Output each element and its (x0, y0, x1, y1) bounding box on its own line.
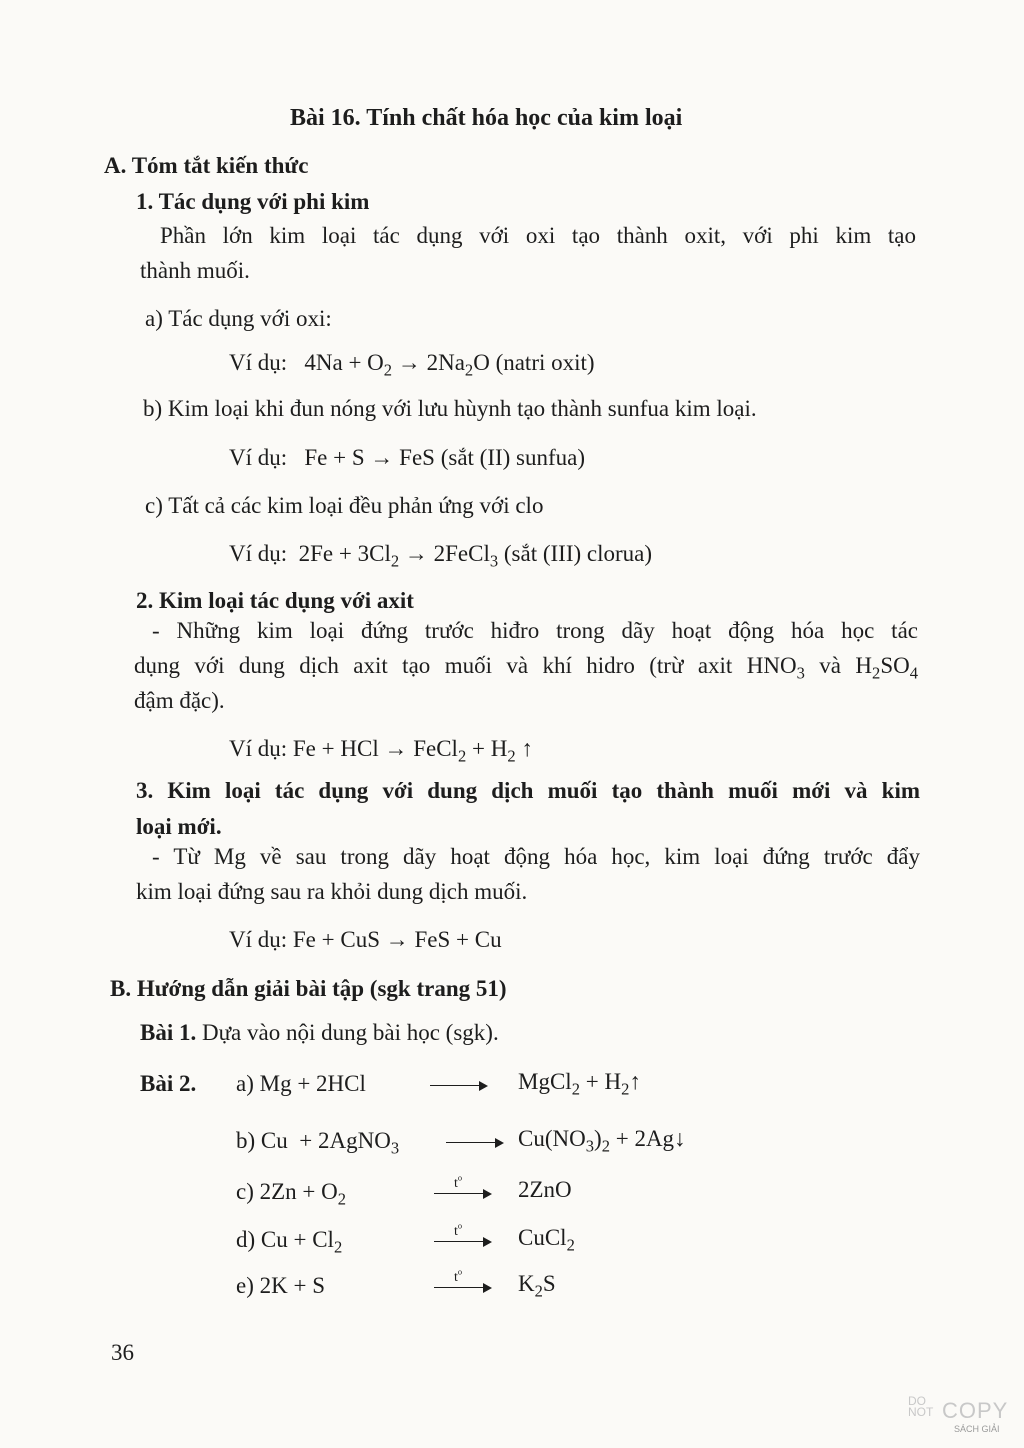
part2-text-line2: dụng với dung dịch axit tạo muối và khí hidro (trừ axit $HNO_3$ và $H_2SO_4$ (134, 653, 918, 683)
part1-c-label: c) Tất cả các kim loại đều phản ứng với clo (145, 493, 544, 518)
equation-a-right: MgCl$_2$ + $H_2↑$ (518, 1069, 641, 1099)
part3-text-line2: kim loại đứng sau ra khỏi dung dịch muối. (136, 879, 528, 904)
equation-e-arrow: $t^o$ (434, 1272, 492, 1300)
part3-heading-line1: 3. Kim loại tác dụng với dung dịch muối tạo thành muối mới và kim (136, 778, 920, 803)
equation-e-left: e) 2K + S (236, 1273, 325, 1298)
equation-a-left: a) Mg + 2HCl (236, 1071, 366, 1096)
example-oxygen: Ví dụ: $4Na + O_2 \to 2Na_2O$ (natri oxit) (229, 350, 595, 380)
equation-b-right: $Cu(NO_3)_2$ + 2Ag↓ (518, 1126, 686, 1156)
section-b-heading: B. Hướng dẫn giải bài tập (sgk trang 51) (110, 976, 507, 1001)
part1-intro-line1: Phần lớn kim loại tác dụng với oxi tạo thành oxit, với phi kim tạo (160, 223, 916, 248)
equation-e-right: $K_2S$ (518, 1271, 556, 1301)
part1-intro-line2: thành muối. (140, 258, 250, 283)
equation-d-arrow: $t^o$ (434, 1226, 492, 1254)
equation-c-arrow: $t^o$ (434, 1178, 492, 1206)
example-sulfur: Ví dụ: Fe + S → FeS (sắt (II) sunfua) (229, 445, 586, 470)
part1-a-label: a) Tác dụng với oxi: (145, 306, 332, 331)
equation-b-left: b) Cu + 2AgNO$_3$ (236, 1128, 400, 1158)
example-acid: Ví dụ: Fe + HCl → FeCl$_2$ + $H_2$ ↑ (229, 736, 533, 766)
part1-heading: 1. Tác dụng với phi kim (136, 189, 370, 214)
equation-b-arrow (446, 1127, 504, 1155)
exercise-2-label: Bài 2. (140, 1071, 197, 1096)
part2-heading: 2. Kim loại tác dụng với axit (136, 588, 414, 613)
equation-d-left: d) $Cu + Cl_2$ (236, 1227, 343, 1257)
part2-text-line3: đậm đặc). (134, 688, 225, 713)
equation-c-right: 2ZnO (518, 1177, 572, 1202)
exercise-1: Bài 1. Dựa vào nội dung bài học (sgk). (140, 1020, 499, 1045)
lesson-title: Bài 16. Tính chất hóa học của kim loại (290, 105, 683, 131)
equation-d-right: CuCl$_2$ (518, 1225, 575, 1255)
example-salt: Ví dụ: Fe + CuS → FeS + Cu (229, 927, 502, 952)
equation-a-arrow (430, 1070, 488, 1098)
example-chlorine: Ví dụ: $2Fe + 3Cl_2$ → 2FeCl$_3$ (sắt (III) clorua) (229, 541, 653, 571)
part3-text-line1: - Từ Mg về sau trong dãy hoạt động hóa học, kim loại đứng trước đẩy (152, 844, 920, 869)
section-a-heading: A. Tóm tắt kiến thức (104, 153, 309, 178)
part3-heading-line2: loại mới. (136, 814, 222, 839)
part1-b-label: b) Kim loại khi đun nóng với lưu hùynh tạo thành sunfua kim loại. (143, 396, 757, 421)
watermark-logo: DO NOT COPY SÁCH GIẢI (908, 1394, 1009, 1434)
page-number: 36 (111, 1340, 134, 1365)
part2-text-line1: - Những kim loại đứng trước hiđro trong dãy hoạt động hóa học tác (152, 618, 918, 643)
equation-c-left: c) $2Zn + O_2$ (236, 1179, 347, 1209)
